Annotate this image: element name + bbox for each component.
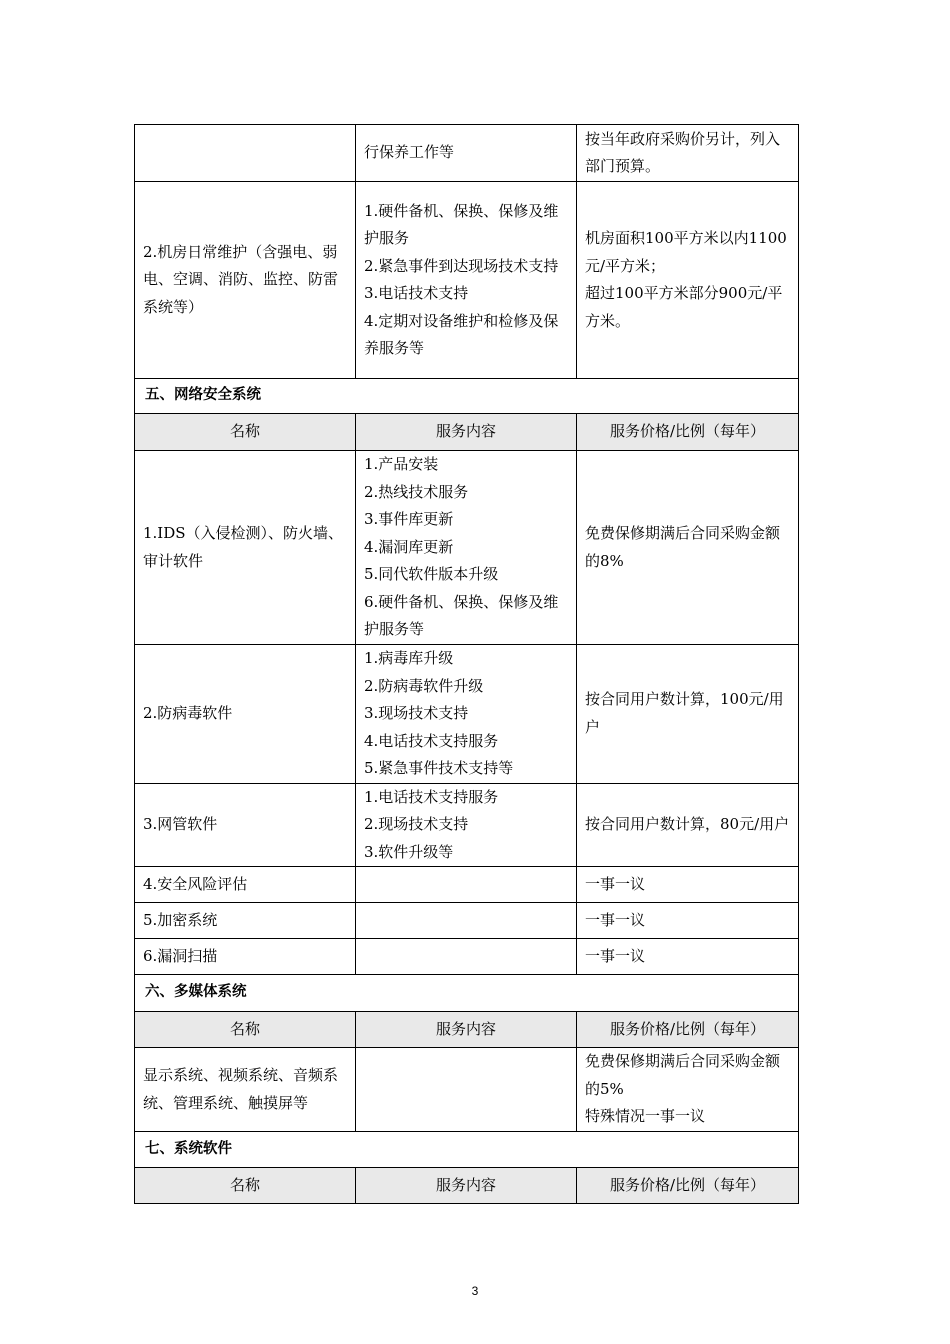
name-cell: 2.防病毒软件 [135, 645, 356, 784]
service-cell [356, 645, 577, 784]
name-cell [135, 125, 356, 182]
service-line: 2.紧急事件到达现场技术支持 [364, 256, 559, 275]
table-row [135, 939, 799, 975]
price-cell [577, 451, 799, 645]
service-cell [356, 125, 577, 182]
price-cell [577, 783, 799, 867]
service-line: 3.现场技术支持 [364, 704, 469, 722]
service-cell [356, 182, 577, 379]
price-line: 超过100平方米部分900元/平方米。 [585, 284, 783, 330]
service-line: 3.事件库更新 [364, 510, 454, 529]
column-header-name: 名称 [135, 414, 356, 451]
name-cell: 2.机房日常维护（含强电、弱电、空调、消防、监控、防雷系统等） [135, 182, 356, 379]
table-row [135, 645, 799, 784]
service-cell [356, 1048, 577, 1132]
column-header-row [135, 414, 799, 451]
section-header [135, 975, 799, 1012]
section-title: 五、网络安全系统 [135, 379, 799, 414]
service-line: 4.定期对设备维护和检修及保养服务等 [364, 311, 559, 357]
service-line: 行保养工作等 [364, 143, 455, 162]
price-line: 按当年政府采购价另计，列入部门预算。 [585, 129, 781, 175]
column-header-service: 服务内容 [356, 1168, 577, 1204]
service-line: 4.漏洞库更新 [364, 537, 454, 556]
price-line: 按合同用户数计算，80元/用户 [585, 815, 790, 833]
price-cell [577, 125, 799, 182]
column-header-name: 名称 [135, 1168, 356, 1204]
price-cell [577, 1048, 799, 1132]
price-cell [577, 645, 799, 784]
price-cell [577, 182, 799, 379]
price-cell: 一事一议 [577, 903, 799, 939]
service-cell [356, 939, 577, 975]
name-cell: 5.加密系统 [135, 903, 356, 939]
service-line: 1.电话技术支持服务 [364, 787, 499, 806]
column-header-price: 服务价格/比例（每年） [577, 414, 799, 451]
price-line: 免费保修期满后合同采购金额的5% [585, 1052, 781, 1098]
service-line: 2.热线技术服务 [364, 482, 469, 501]
name-cell: 4.安全风险评估 [135, 867, 356, 903]
service-line: 6.硬件备机、保换、保修及维护服务等 [364, 592, 559, 639]
price-line: 按合同用户数计算，100元/用户 [585, 690, 784, 736]
column-header-row [135, 1012, 799, 1048]
price-cell: 一事一议 [577, 867, 799, 903]
service-line: 3.软件升级等 [364, 842, 454, 861]
service-line: 5.同代软件版本升级 [364, 565, 499, 584]
section-header [135, 379, 799, 414]
service-line: 1.硬件备机、保换、保修及维护服务 [364, 201, 559, 247]
table-row [135, 182, 799, 379]
section-header [135, 1132, 799, 1168]
column-header-service: 服务内容 [356, 414, 577, 451]
column-header-row [135, 1168, 799, 1204]
table-row [135, 451, 799, 645]
service-line: 2.现场技术支持 [364, 815, 469, 833]
name-cell: 1.IDS（入侵检测）、防火墙、审计软件 [135, 451, 356, 645]
table-row [135, 867, 799, 903]
price-line: 免费保修期满后合同采购金额的8% [585, 524, 781, 570]
name-cell: 3.网管软件 [135, 783, 356, 867]
table-row [135, 125, 799, 182]
service-price-table [134, 124, 799, 1204]
section-title: 七、系统软件 [135, 1132, 799, 1168]
service-cell [356, 867, 577, 903]
service-line: 3.电话技术支持 [364, 284, 469, 302]
section-title: 六、多媒体系统 [135, 975, 799, 1012]
column-header-price: 服务价格/比例（每年） [577, 1012, 799, 1048]
name-cell: 显示系统、视频系统、音频系统、管理系统、触摸屏等 [135, 1048, 356, 1132]
page-number: 3 [471, 1284, 479, 1298]
service-cell [356, 783, 577, 867]
price-line: 机房面积100平方米以内1100元/平方米； [585, 229, 787, 275]
service-line: 2.防病毒软件升级 [364, 676, 484, 695]
service-line: 4.电话技术支持服务 [364, 731, 499, 750]
price-line: 特殊情况一事一议 [585, 1107, 706, 1126]
service-line: 1.病毒库升级 [364, 649, 454, 667]
service-line: 5.紧急事件技术支持等 [364, 759, 514, 777]
service-line: 1.产品安装 [364, 455, 439, 474]
name-cell: 6.漏洞扫描 [135, 939, 356, 975]
column-header-name: 名称 [135, 1012, 356, 1048]
service-cell [356, 903, 577, 939]
column-header-price: 服务价格/比例（每年） [577, 1168, 799, 1204]
table-row [135, 1048, 799, 1132]
price-cell: 一事一议 [577, 939, 799, 975]
table-row [135, 783, 799, 867]
table-row [135, 903, 799, 939]
column-header-service: 服务内容 [356, 1012, 577, 1048]
service-cell [356, 451, 577, 645]
